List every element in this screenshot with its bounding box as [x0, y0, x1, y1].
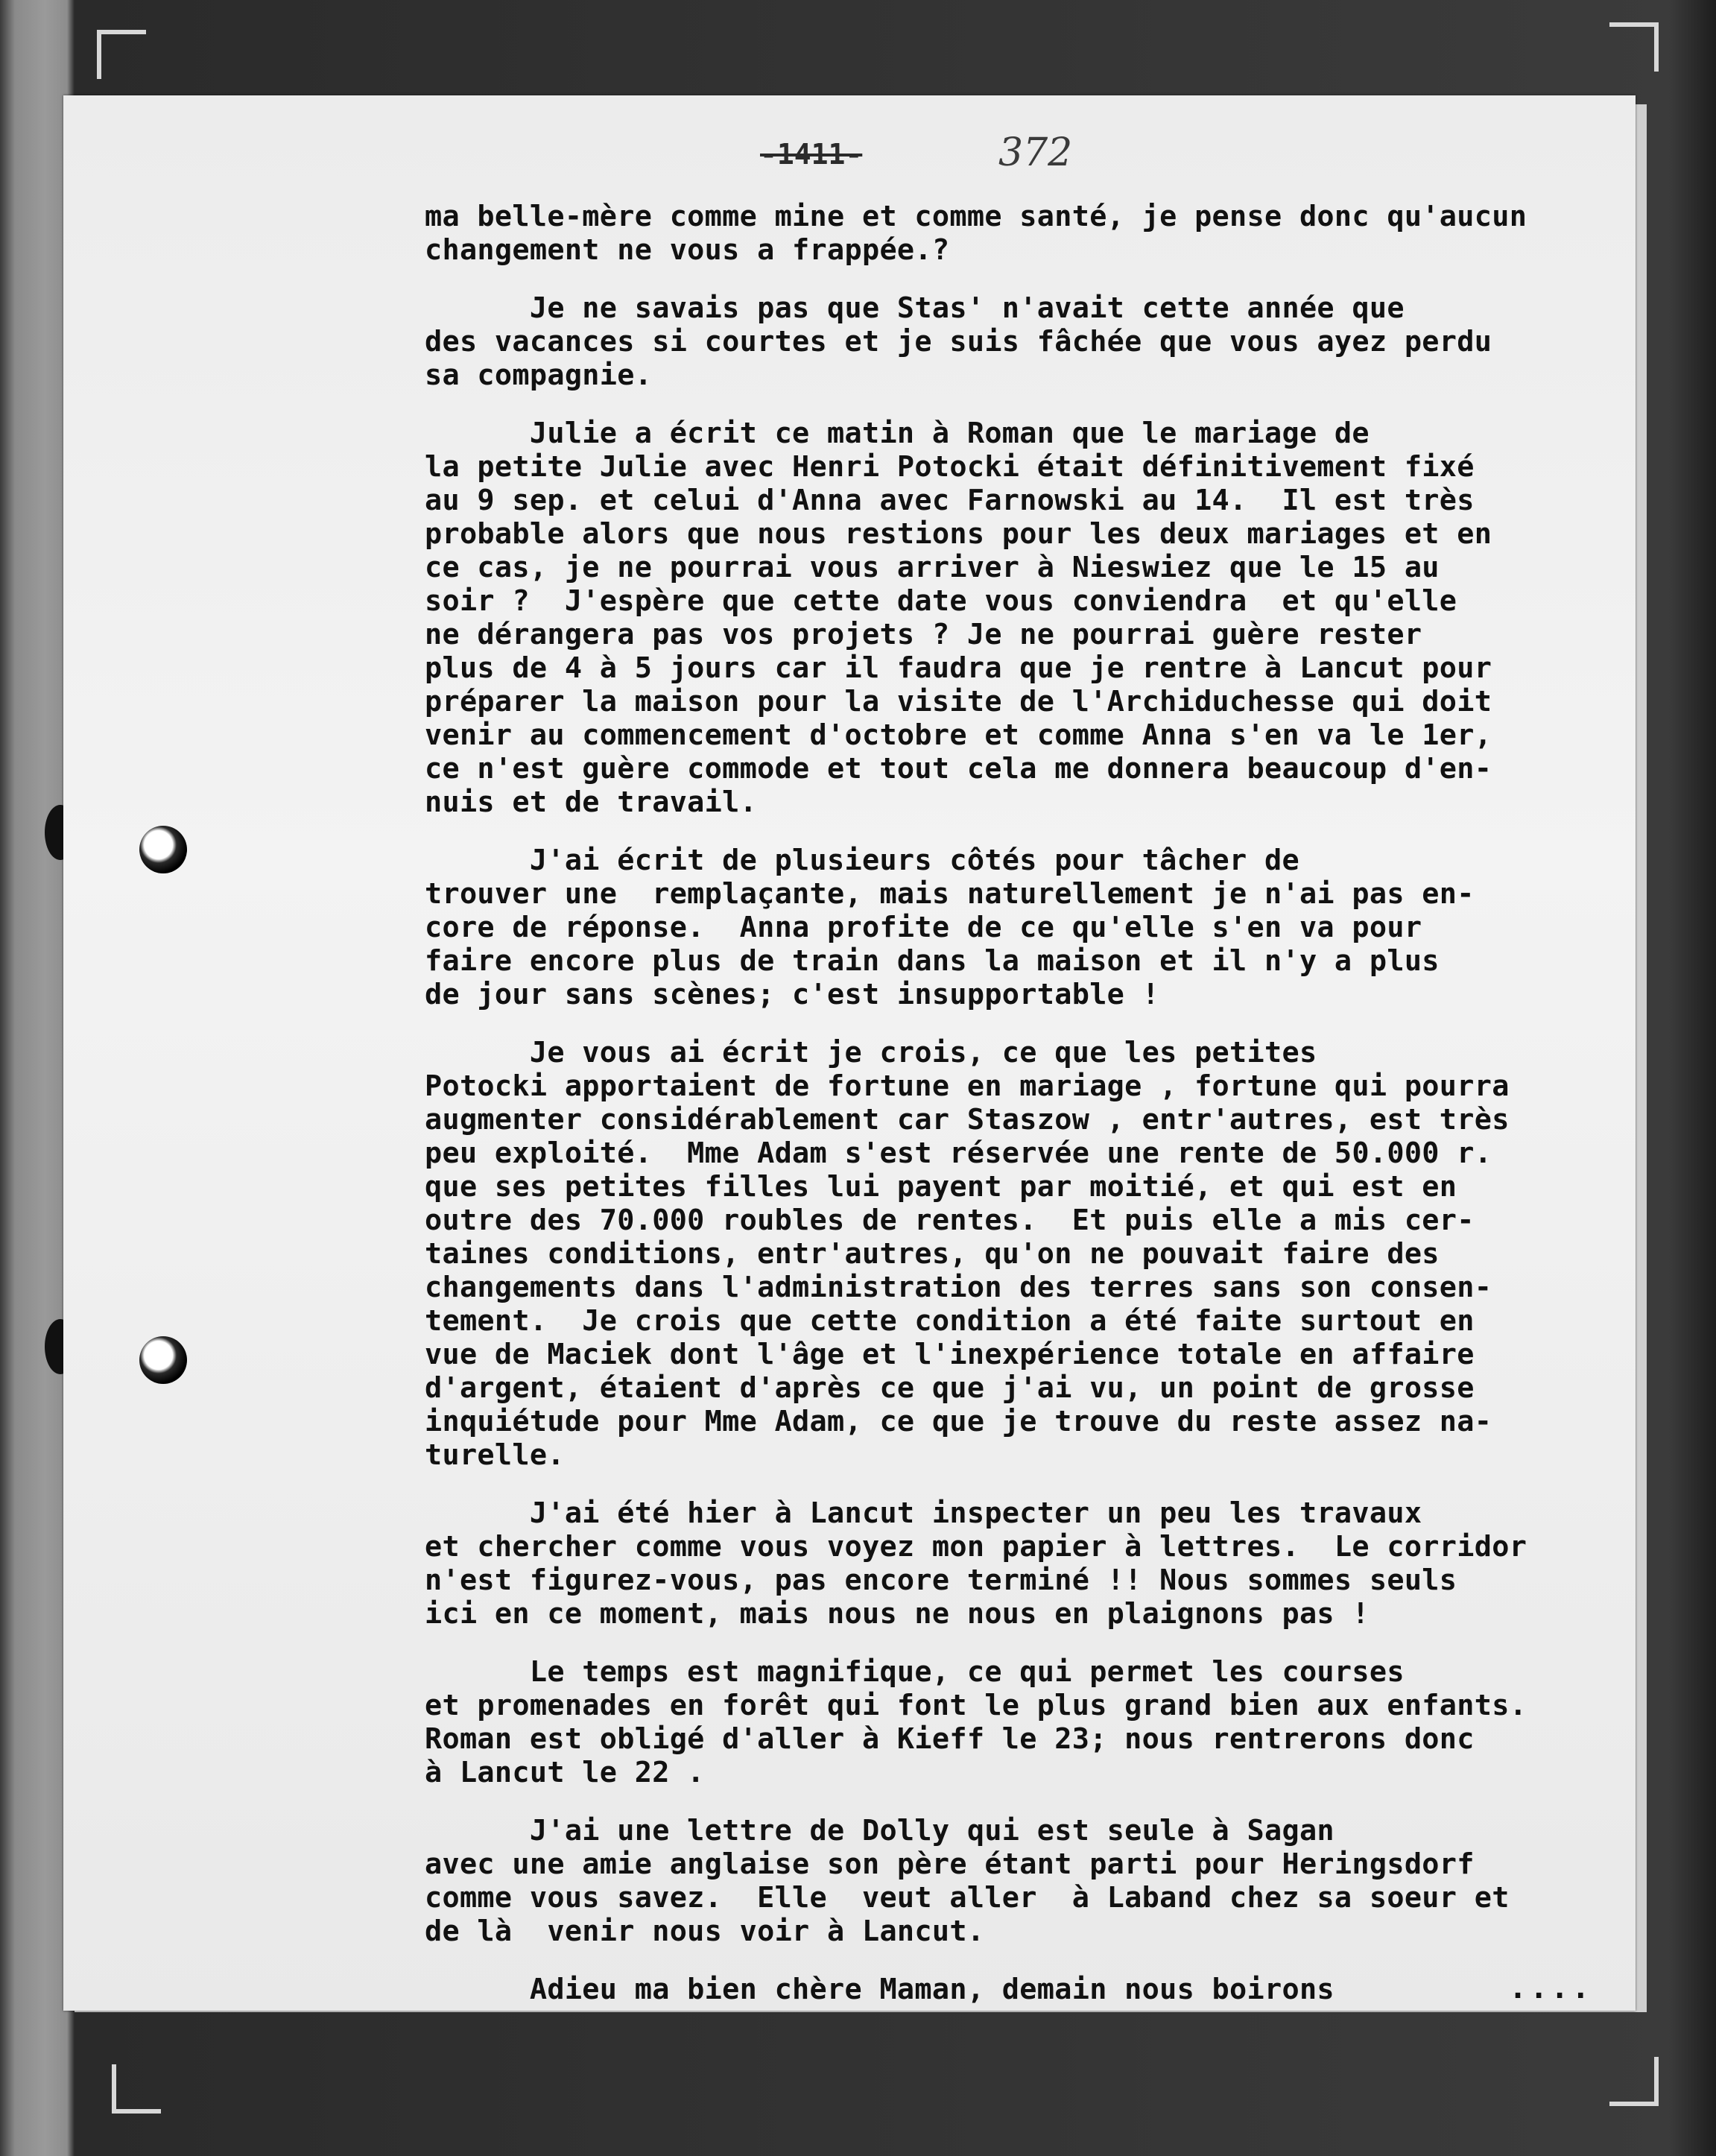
text-line: outre des 70.000 roubles de rentes. Et puis elle a mis cer-	[425, 1204, 1475, 1237]
crop-mark-top-left	[97, 30, 146, 79]
text-line: Adieu ma bien chère Maman, demain nous boirons	[425, 1973, 1335, 2006]
page-number-struck: -1411-	[760, 138, 863, 171]
text-line: plus de 4 à 5 jours car il faudra que je rentre à Lancut pour	[425, 651, 1492, 685]
crop-mark-bottom-right	[1609, 2057, 1659, 2106]
paragraph	[425, 291, 1602, 392]
text-line: changements dans l'administration des terres sans son consen-	[425, 1271, 1492, 1304]
text-line: changement ne vous a frappée.?	[425, 233, 950, 267]
text-line: Potocki apportaient de fortune en mariage , fortune qui pourra	[425, 1069, 1510, 1103]
text-line: et promenades en forêt qui font le plus grand bien aux enfants.	[425, 1689, 1527, 1722]
text-line: faire encore plus de train dans la maison et il n'y a plus	[425, 944, 1440, 978]
text-line: probable alors que nous restions pour les deux mariages et en	[425, 517, 1492, 551]
text-line: trouver une remplaçante, mais naturellement je n'ai pas en-	[425, 877, 1475, 911]
paragraph	[425, 1814, 1602, 1948]
paragraph	[425, 844, 1602, 1011]
page-number-handwritten: 372	[998, 130, 1073, 175]
letter-body	[425, 200, 1602, 2031]
punch-hole-top	[139, 826, 187, 873]
text-line: de là venir nous voir à Lancut.	[425, 1915, 985, 1948]
page-number-typed	[760, 138, 862, 171]
text-line: J'ai une lettre de Dolly qui est seule à Sagan	[425, 1814, 1335, 1847]
text-line: n'est figurez-vous, pas encore terminé !! Nous sommes seuls	[425, 1564, 1457, 1597]
text-line: des vacances si courtes et je suis fâchée que vous ayez perdu	[425, 325, 1492, 358]
text-line: venir au commencement d'octobre et comme Anna s'en va le 1er,	[425, 718, 1492, 752]
text-line: core de réponse. Anna profite de ce qu'elle s'en va pour	[425, 911, 1422, 944]
text-line: nuis et de travail.	[425, 785, 758, 819]
text-line: augmenter considérablement car Staszow , entr'autres, est très	[425, 1103, 1510, 1137]
text-line: soir ? J'espère que cette date vous conviendra et qu'elle	[425, 584, 1457, 618]
text-line: J'ai écrit de plusieurs côtés pour tâcher de	[425, 844, 1299, 877]
crop-mark-top-right	[1609, 22, 1659, 72]
paragraph	[425, 1973, 1602, 2006]
text-line: Je ne savais pas que Stas' n'avait cette année que	[425, 291, 1405, 325]
text-line: taines conditions, entr'autres, qu'on ne pouvait faire des	[425, 1237, 1440, 1271]
paragraph	[425, 1655, 1602, 1789]
text-line: Le temps est magnifique, ce qui permet les courses	[425, 1655, 1405, 1689]
text-line: turelle.	[425, 1438, 565, 1472]
paragraph	[425, 200, 1602, 267]
text-line: à Lancut le 22 .	[425, 1756, 705, 1789]
text-line: inquiétude pour Mme Adam, ce que je trouve du reste assez na-	[425, 1405, 1492, 1438]
text-line: de jour sans scènes; c'est insupportable !	[425, 978, 1160, 1011]
text-line: ce cas, je ne pourrai vous arriver à Nieswiez que le 15 au	[425, 551, 1440, 584]
continuation-mark: ....	[1509, 1971, 1593, 2005]
text-line: avec une amie anglaise son père étant parti pour Heringsdorf	[425, 1847, 1475, 1881]
text-line: au 9 sep. et celui d'Anna avec Farnowski au 14. Il est très	[425, 484, 1475, 517]
text-line: et chercher comme vous voyez mon papier à lettres. Le corridor	[425, 1530, 1527, 1564]
text-line: ma belle-mère comme mine et comme santé, je pense donc qu'aucun	[425, 200, 1527, 233]
text-line: ce n'est guère commode et tout cela me donnera beaucoup d'en-	[425, 752, 1492, 785]
text-line: d'argent, étaient d'après ce que j'ai vu, un point de grosse	[425, 1371, 1475, 1405]
text-line: tement. Je crois que cette condition a été faite surtout en	[425, 1304, 1475, 1338]
text-line: ne dérangera pas vos projets ? Je ne pourrai guère rester	[425, 618, 1422, 651]
punch-hole-bottom	[139, 1336, 187, 1384]
text-line: peu exploité. Mme Adam s'est réservée une rente de 50.000 r.	[425, 1137, 1492, 1170]
text-line: que ses petites filles lui payent par moitié, et qui est en	[425, 1170, 1457, 1204]
paragraph	[425, 1496, 1602, 1631]
text-line: Je vous ai écrit je crois, ce que les petites	[425, 1036, 1317, 1069]
text-line: J'ai été hier à Lancut inspecter un peu les travaux	[425, 1496, 1422, 1530]
text-line: préparer la maison pour la visite de l'Archiduchesse qui doit	[425, 685, 1492, 718]
text-line: vue de Maciek dont l'âge et l'inexpérience totale en affaire	[425, 1338, 1475, 1371]
text-line: la petite Julie avec Henri Potocki était définitivement fixé	[425, 450, 1475, 484]
paragraph	[425, 417, 1602, 819]
text-line: Roman est obligé d'aller à Kieff le 23; nous rentrerons donc	[425, 1722, 1475, 1756]
text-line: ici en ce moment, mais nous ne nous en plaignons pas !	[425, 1597, 1370, 1631]
text-line: sa compagnie.	[425, 358, 653, 392]
paragraph	[425, 1036, 1602, 1472]
crop-mark-bottom-left	[112, 2064, 161, 2114]
text-line: comme vous savez. Elle veut aller à Laband chez sa soeur et	[425, 1881, 1510, 1915]
text-line: Julie a écrit ce matin à Roman que le mariage de	[425, 417, 1370, 450]
